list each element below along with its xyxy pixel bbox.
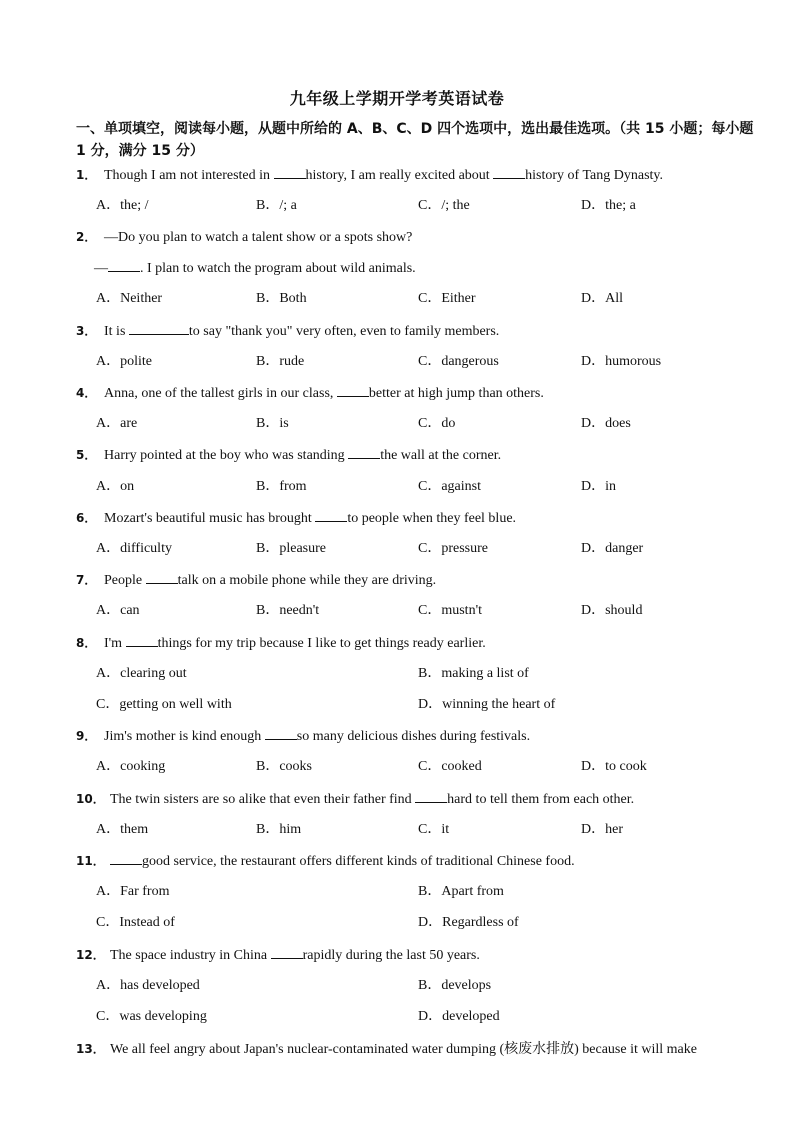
options-row bbox=[96, 695, 756, 715]
question-number: 8． bbox=[76, 636, 97, 650]
question-3 bbox=[76, 321, 756, 341]
question-number: 11． bbox=[76, 854, 105, 868]
question-number: 1． bbox=[76, 168, 97, 182]
question-number: 2． bbox=[76, 230, 97, 244]
option-c[interactable]: C．Instead of bbox=[96, 915, 175, 930]
answer-blank bbox=[315, 508, 347, 522]
option-c[interactable]: C．against bbox=[418, 479, 481, 494]
question-number: 6． bbox=[76, 511, 97, 525]
option-a[interactable]: A．Neither bbox=[96, 291, 163, 306]
question-number: 7． bbox=[76, 573, 97, 587]
option-b[interactable]: B．needn't bbox=[256, 603, 320, 618]
options-row bbox=[96, 820, 756, 840]
options-row bbox=[96, 913, 756, 933]
options-row bbox=[96, 882, 756, 902]
option-c[interactable]: C．pressure bbox=[418, 541, 488, 556]
option-d[interactable]: D．does bbox=[581, 416, 631, 431]
question-text: to say "thank you" very often, even to family members. bbox=[188, 324, 500, 339]
question-9 bbox=[76, 726, 756, 746]
question-text: so many delicious dishes during festivals. bbox=[296, 729, 531, 744]
option-c[interactable]: C．getting on well with bbox=[96, 697, 232, 712]
question-text: to people when they feel blue. bbox=[347, 511, 517, 526]
option-d[interactable]: D．All bbox=[581, 291, 623, 306]
option-c[interactable]: C．was developing bbox=[96, 1009, 207, 1024]
option-d[interactable]: D．the; a bbox=[581, 198, 636, 213]
option-b[interactable]: B．cooks bbox=[256, 759, 312, 774]
question-text: — bbox=[94, 261, 108, 276]
option-a[interactable]: A．cooking bbox=[96, 759, 166, 774]
question-1 bbox=[76, 165, 756, 185]
answer-blank bbox=[265, 726, 297, 740]
option-a[interactable]: A．them bbox=[96, 822, 149, 837]
answer-blank bbox=[274, 165, 306, 179]
options-row bbox=[96, 601, 756, 621]
question-text: Jim's mother is kind enough bbox=[104, 729, 265, 744]
options-row bbox=[96, 352, 756, 372]
option-a[interactable]: A．on bbox=[96, 479, 135, 494]
question-number: 4． bbox=[76, 386, 97, 400]
option-d[interactable]: D．developed bbox=[418, 1009, 500, 1024]
question-text: We all feel angry about Japan's nuclear-contaminated water dumping (核废水排放) because it will make bbox=[110, 1042, 697, 1057]
question-12 bbox=[76, 945, 756, 965]
question-text: good service, the restaurant offers different kinds of traditional Chinese food. bbox=[142, 854, 575, 869]
option-d[interactable]: D．danger bbox=[581, 541, 644, 556]
option-c[interactable]: C．Either bbox=[418, 291, 476, 306]
question-text: talk on a mobile phone while they are driving. bbox=[177, 573, 437, 588]
question-number: 12． bbox=[76, 948, 105, 962]
options-row bbox=[96, 477, 756, 497]
question-number: 5． bbox=[76, 448, 97, 462]
option-c[interactable]: C．cooked bbox=[418, 759, 482, 774]
section-instructions: 一、单项填空，阅读每小题，从题中所给的 A、B、C、D 四个选项中，选出最佳选项。（共 15 小题；每小题 1 分，满分 15 分） bbox=[76, 121, 754, 159]
question-text: the wall at the corner. bbox=[380, 448, 502, 463]
options-row bbox=[96, 976, 756, 996]
option-b[interactable]: B．Apart from bbox=[418, 884, 504, 899]
answer-blank bbox=[493, 165, 525, 179]
question-5 bbox=[76, 445, 756, 465]
question-text: I'm bbox=[104, 636, 126, 651]
option-b[interactable]: B．him bbox=[256, 822, 302, 837]
question-number: 9． bbox=[76, 729, 97, 743]
option-d[interactable]: D．Regardless of bbox=[418, 915, 519, 930]
question-7 bbox=[76, 570, 756, 590]
answer-blank bbox=[126, 633, 158, 647]
options-row bbox=[96, 664, 756, 684]
answer-blank bbox=[337, 383, 369, 397]
option-c[interactable]: C．/; the bbox=[418, 198, 470, 213]
options-row bbox=[96, 1007, 756, 1027]
option-b[interactable]: B．is bbox=[256, 416, 289, 431]
option-d[interactable]: D．humorous bbox=[581, 354, 662, 369]
option-d[interactable]: D．winning the heart of bbox=[418, 697, 556, 712]
question-text: Harry pointed at the boy who was standing bbox=[104, 448, 349, 463]
option-a[interactable]: A．has developed bbox=[96, 978, 200, 993]
option-c[interactable]: C．it bbox=[418, 822, 450, 837]
option-a[interactable]: A．polite bbox=[96, 354, 152, 369]
question-text: Anna, one of the tallest girls in our class, bbox=[104, 386, 337, 401]
option-b[interactable]: B．pleasure bbox=[256, 541, 326, 556]
question-8 bbox=[76, 633, 756, 653]
answer-blank bbox=[271, 945, 303, 959]
options-row bbox=[96, 196, 756, 216]
question-text: history, I am really excited about bbox=[305, 168, 494, 183]
option-d[interactable]: D．should bbox=[581, 603, 643, 618]
question-text: Though I am not interested in bbox=[104, 168, 274, 183]
question-text: Mozart's beautiful music has brought bbox=[104, 511, 316, 526]
option-a[interactable]: A．are bbox=[96, 416, 138, 431]
question-text: history of Tang Dynasty. bbox=[525, 168, 664, 183]
question-2 bbox=[76, 227, 756, 247]
question-text: . I plan to watch the program about wild animals. bbox=[140, 261, 416, 276]
option-a[interactable]: A．can bbox=[96, 603, 140, 618]
question-text: rapidly during the last 50 years. bbox=[302, 948, 480, 963]
option-a[interactable]: A．difficulty bbox=[96, 541, 172, 556]
question-text: hard to tell them from each other. bbox=[447, 792, 635, 807]
question-number: 3． bbox=[76, 324, 97, 338]
question-number: 10． bbox=[76, 792, 105, 806]
question-number: 13． bbox=[76, 1042, 105, 1056]
option-b[interactable]: B．from bbox=[256, 479, 307, 494]
question-text: —Do you plan to watch a talent show or a spots show? bbox=[104, 230, 413, 245]
question-text: It is bbox=[104, 324, 129, 339]
question-text: better at high jump than others. bbox=[368, 386, 544, 401]
answer-blank bbox=[146, 570, 178, 584]
question-4 bbox=[76, 383, 756, 403]
option-d[interactable]: D．to cook bbox=[581, 759, 647, 774]
option-c[interactable]: C．mustn't bbox=[418, 603, 482, 618]
option-a[interactable]: A．clearing out bbox=[96, 666, 187, 681]
answer-blank bbox=[415, 789, 447, 803]
option-b[interactable]: B．rude bbox=[256, 354, 305, 369]
question-6 bbox=[76, 508, 756, 528]
options-row bbox=[96, 289, 756, 309]
question-text: things for my trip because I like to get things ready earlier. bbox=[157, 636, 486, 651]
answer-blank bbox=[129, 321, 189, 335]
question-10 bbox=[76, 789, 756, 809]
option-a[interactable]: A．the; / bbox=[96, 198, 149, 213]
option-a[interactable]: A．Far from bbox=[96, 884, 170, 899]
answer-blank bbox=[110, 851, 142, 865]
options-row bbox=[96, 414, 756, 434]
option-d[interactable]: D．in bbox=[581, 479, 616, 494]
option-b[interactable]: B．/; a bbox=[256, 198, 297, 213]
page-title: 九年级上学期开学考英语试卷 bbox=[289, 89, 505, 108]
option-d[interactable]: D．her bbox=[581, 822, 623, 837]
answer-blank bbox=[348, 445, 380, 459]
options-row bbox=[96, 539, 756, 559]
question-2-reply bbox=[94, 258, 774, 278]
option-b[interactable]: B．Both bbox=[256, 291, 307, 306]
option-b[interactable]: B．making a list of bbox=[418, 666, 529, 681]
question-text: People bbox=[104, 573, 146, 588]
question-text: The space industry in China bbox=[110, 948, 271, 963]
question-text: The twin sisters are so alike that even their father find bbox=[110, 792, 416, 807]
option-c[interactable]: C．dangerous bbox=[418, 354, 499, 369]
option-b[interactable]: B．develops bbox=[418, 978, 492, 993]
answer-blank bbox=[108, 258, 140, 272]
question-13 bbox=[76, 1039, 756, 1059]
options-row bbox=[96, 757, 756, 777]
option-c[interactable]: C．do bbox=[418, 416, 456, 431]
question-11 bbox=[76, 851, 756, 871]
